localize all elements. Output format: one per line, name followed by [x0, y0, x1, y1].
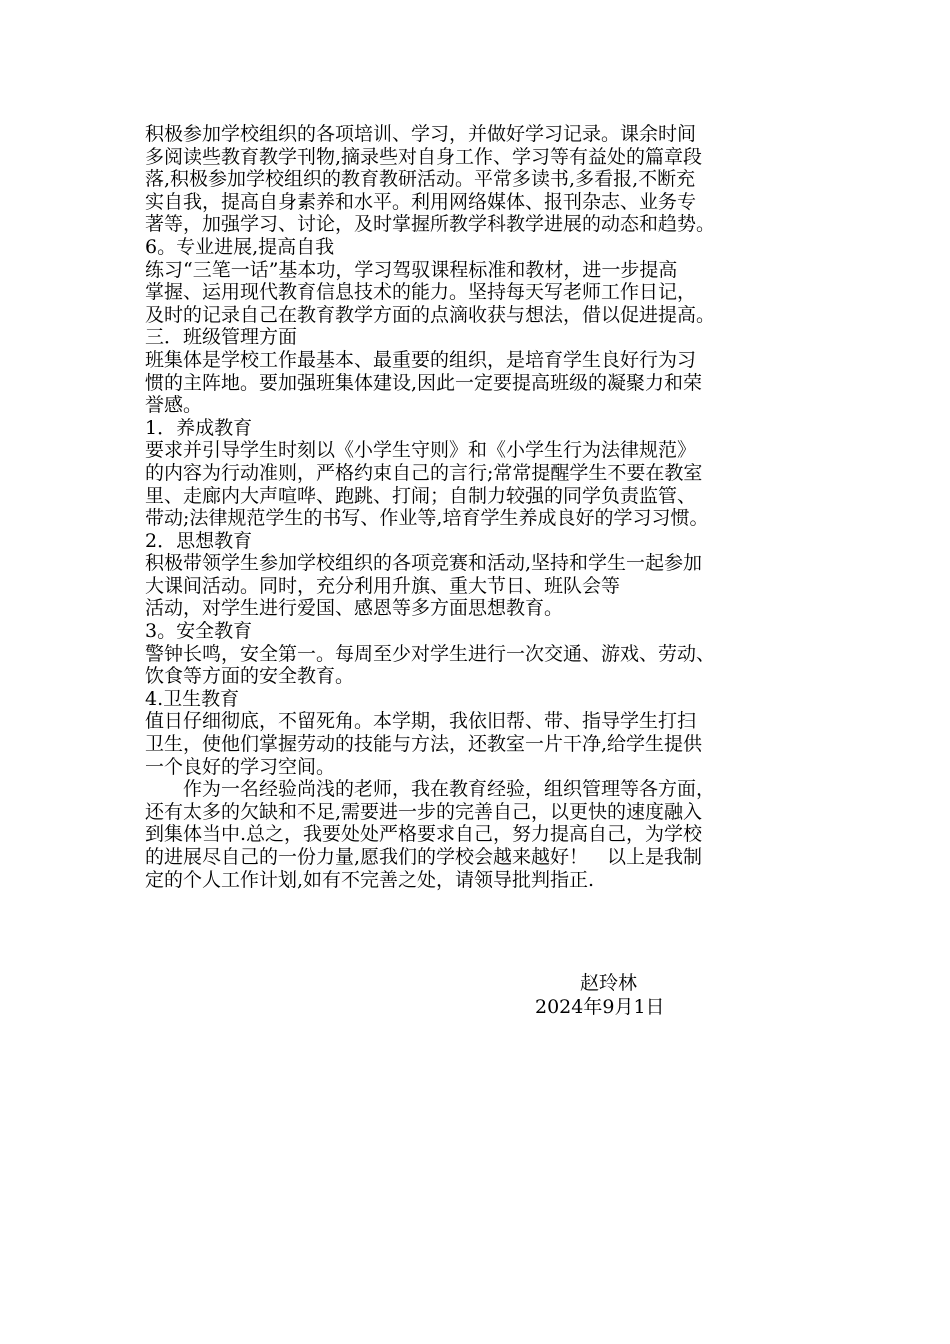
- text-line: 及时的记录自己在教育教学方面的点滴收获与想法，借以促进提高。: [145, 303, 716, 326]
- text-line: 值日仔细彻底，不留死角。本学期，我依旧帮、带、指导学生打扫: [145, 710, 697, 733]
- text-line: 带动;法律规范学生的书写、作业等,培育学生养成良好的学习习惯。: [145, 507, 709, 530]
- text-line: 作为一名经验尚浅的老师，我在教育经验，组织管理等各方面，: [145, 778, 716, 801]
- section-heading: 3。安全教育: [145, 620, 253, 643]
- text-line: 活动，对学生进行爱国、感恩等多方面思想教育。: [145, 597, 564, 620]
- text-line: 练习“三笔一话”基本功，学习驾驭课程标准和教材，进一步提高: [145, 258, 678, 281]
- section-heading: 4.卫生教育: [145, 687, 240, 710]
- text-line: 还有太多的欠缺和不足,需要进一步的完善自己，以更快的速度融入: [145, 800, 703, 823]
- text-line: 卫生，使他们掌握劳动的技能与方法，还教室一片干净,给学生提供: [145, 733, 703, 756]
- text-line: 积极带领学生参加学校组织的各项竞赛和活动,坚持和学生一起参加: [145, 552, 703, 575]
- document-body: [145, 123, 810, 891]
- text-line: 里、走廊内大声喧哗、跑跳、打闹；自制力较强的同学负责监管、: [145, 484, 697, 507]
- text-line: 惯的主阵地。要加强班集体建设,因此一定要提高班级的凝聚力和荣: [145, 371, 703, 394]
- text-line: 实自我，提高自身素养和水平。利用网络媒体、报刊杂志、业务专: [145, 190, 697, 213]
- text-line: 著等，加强学习、讨论，及时掌握所教学科教学进展的动态和趋势。: [145, 213, 716, 236]
- text-line: 的内容为行动准则，严格约束自己的言行;常常提醒学生不要在教室: [145, 461, 703, 484]
- text-line: 誉感。: [145, 394, 203, 417]
- document-date: 2024年9月1日: [535, 996, 665, 1018]
- text-line: 的进展尽自己的一份力量,愿我们的学校会越来越好！ 以上是我制: [145, 846, 703, 868]
- section-heading: 6。专业进展,提高自我: [145, 235, 335, 258]
- text-line: 要求并引导学生时刻以《小学生守则》和《小学生行为法律规范》: [145, 439, 697, 462]
- section-heading: 1．养成教育: [145, 416, 253, 439]
- section-heading: 2．思想教育: [145, 529, 253, 552]
- author-signature: 赵玲林: [580, 972, 638, 994]
- text-line: 饮食等方面的安全教育。: [145, 665, 355, 688]
- text-line: 班集体是学校工作最基本、最重要的组织，是培育学生良好行为习: [145, 348, 697, 371]
- text-line: 定的个人工作计划,如有不完善之处，请领导批判指正.: [145, 868, 595, 891]
- text-line: 一个良好的学习空间。: [145, 755, 336, 778]
- section-heading: 三．班级管理方面: [145, 326, 298, 349]
- text-line: 到集体当中.总之，我要处处严格要求自己，努力提高自己，为学校: [145, 823, 703, 846]
- text-line: 掌握、运用现代教育信息技术的能力。坚持每天写老师工作日记，: [145, 281, 697, 304]
- text-line: 积极参加学校组织的各项培训、学习，并做好学习记录。课余时间: [145, 123, 697, 145]
- text-line: 警钟长鸣，安全第一。每周至少对学生进行一次交通、游戏、劳动、: [145, 642, 716, 665]
- text-line: 多阅读些教育教学刊物,摘录些对自身工作、学习等有益处的篇章段: [145, 145, 703, 168]
- text-line: 大课间活动。同时，充分利用升旗、重大节日、班队会等: [145, 574, 621, 597]
- text-line: 落,积极参加学校组织的教育教研活动。平常多读书,多看报,不断充: [145, 168, 696, 191]
